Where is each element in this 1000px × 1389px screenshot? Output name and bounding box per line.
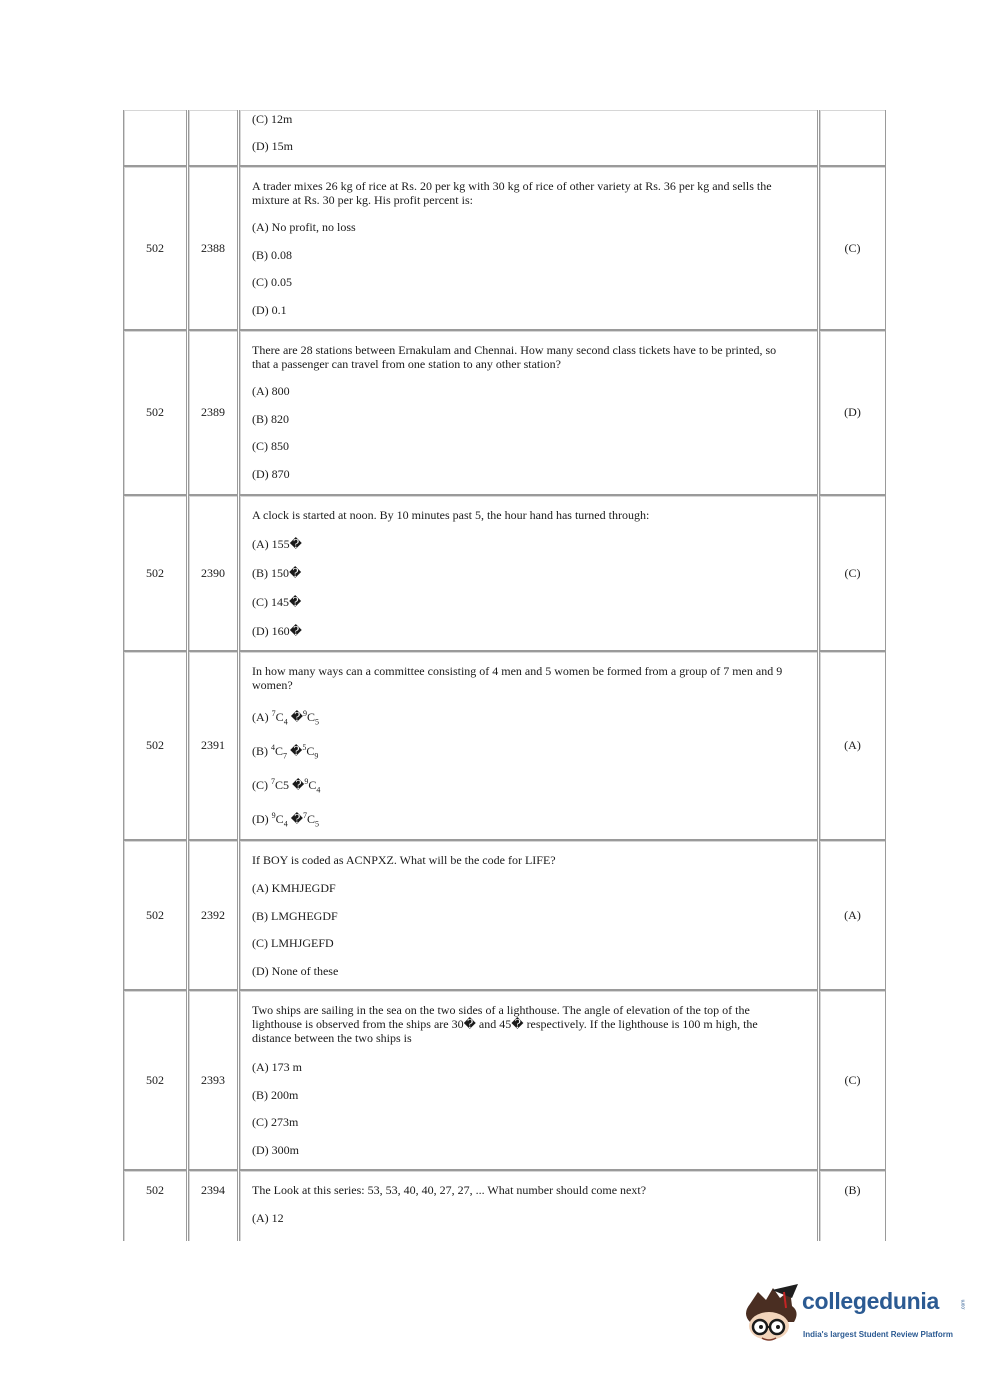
question-id: 2394: [201, 1183, 225, 1197]
question-cell: [239, 495, 818, 651]
answer-cell: [819, 110, 886, 166]
option-a: (A) 12: [252, 1211, 284, 1225]
question-id: 2389: [201, 405, 225, 419]
question-cell: [239, 651, 818, 840]
option-b: (B) 0.08: [252, 248, 292, 262]
answer-key: (B): [844, 1183, 861, 1197]
question-cell: [239, 330, 818, 495]
option-b: (B) $^4C_7$ $�^5C_9$: [252, 743, 319, 761]
question-id-cell: [188, 651, 238, 840]
set-cell: [123, 840, 187, 990]
logo-wordmark: collegedunia: [802, 1288, 939, 1314]
option-d: (D) 0.1: [252, 303, 287, 317]
answer-cell: [819, 166, 886, 330]
answer-cell: [819, 1170, 886, 1241]
question-id: 2391: [201, 738, 225, 752]
logo-tagline: India's largest Student Review Platform: [803, 1330, 953, 1339]
question-id-cell: [188, 110, 238, 166]
option-a: (A) 800: [252, 384, 290, 398]
question-cell: [239, 840, 818, 990]
option-d: (D) None of these: [252, 964, 339, 978]
table-row: [122, 330, 886, 495]
option-b: (B) 820: [252, 412, 289, 426]
question-id: 2390: [201, 566, 225, 580]
answer-cell: [819, 840, 886, 990]
question-id-cell: [188, 330, 238, 495]
question-text: A trader mixes 26 kg of rice at Rs. 20 per kg with 30 kg of rice of other variety at Rs. 36 per kg and sells the mixture at Rs. 30 per kg. His profit percent is:: [252, 179, 772, 207]
question-cell: [239, 110, 818, 166]
set-cell: [123, 651, 187, 840]
option-a: (A) 155�: [252, 537, 302, 551]
answer-cell: [819, 495, 886, 651]
answer-cell: [819, 330, 886, 495]
option-d: (D) 15m: [252, 139, 293, 153]
question-cell: [239, 1170, 818, 1241]
answer-key: (C): [844, 1073, 861, 1087]
table-row: [122, 495, 886, 651]
answer-key: (A): [844, 908, 861, 922]
option-d: (D) 160�: [252, 624, 302, 638]
option-b: (B) 200m: [252, 1088, 299, 1102]
option-d: (D) 870: [252, 467, 290, 481]
question-id-cell: [188, 990, 238, 1170]
question-id: 2388: [201, 241, 225, 255]
table-row: [122, 1170, 886, 1241]
set-cell: [123, 110, 187, 166]
option-c: (C) 850: [252, 439, 289, 453]
answer-key: (C): [844, 241, 861, 255]
option-a: (A) 173 m: [252, 1060, 302, 1074]
mascot-icon: [740, 1282, 802, 1352]
table-row: [122, 651, 886, 840]
option-c: (C) 0.05: [252, 275, 292, 289]
option-c: (C) 12m: [252, 112, 293, 126]
option-c: (C) 273m: [252, 1115, 299, 1129]
set-cell: [123, 166, 187, 330]
table-row: [122, 110, 886, 166]
logo-suffix: .com: [960, 1299, 967, 1311]
table-row: [122, 840, 886, 990]
question-cell: [239, 166, 818, 330]
option-c: (C) 145�: [252, 595, 302, 609]
set-cell: [123, 1170, 187, 1241]
set-number: 502: [146, 908, 164, 922]
questions-table: [122, 110, 886, 1241]
option-c: (C) $^7$C5 $�^9C_4$: [252, 777, 321, 795]
option-b: (B) 150�: [252, 566, 302, 580]
set-cell: [123, 330, 187, 495]
question-text: The Look at this series: 53, 53, 40, 40, 27, 27, ... What number should come next?: [252, 1183, 647, 1197]
question-id-cell: [188, 840, 238, 990]
question-text: If BOY is coded as ACNPXZ. What will be the code for LIFE?: [252, 853, 556, 867]
answer-key: (A): [844, 738, 861, 752]
set-cell: [123, 990, 187, 1170]
set-number: 502: [146, 241, 164, 255]
answer-cell: [819, 990, 886, 1170]
question-text: In how many ways can a committee consisting of 4 men and 5 women be formed from a group of 7 men and 9 women?: [252, 664, 783, 692]
option-d: (D) $^9C_4$ $�^7C_5$: [252, 811, 320, 829]
question-text: Two ships are sailing in the sea on the two sides of a lighthouse. The angle of elevation of the top of the lighthouse is observed from the ships are 30� and 45� respectively. If the lighthouse is 100 m high, the distance between the two ships is: [252, 1003, 758, 1045]
question-cell: [239, 990, 818, 1170]
option-a: (A) No profit, no loss: [252, 220, 356, 234]
question-id: 2393: [201, 1073, 225, 1087]
question-id-cell: [188, 166, 238, 330]
question-text: A clock is started at noon. By 10 minutes past 5, the hour hand has turned through:: [252, 508, 650, 522]
table-row: [122, 166, 886, 330]
option-a: (A) KMHJEGDF: [252, 881, 336, 895]
question-id-cell: [188, 495, 238, 651]
question-text: There are 28 stations between Ernakulam and Chennai. How many second class tickets have to be printed, so that a passenger can travel from one station to any other station?: [252, 343, 777, 371]
collegedunia-logo: [740, 1282, 970, 1352]
set-number: 502: [146, 1183, 164, 1197]
set-number: 502: [146, 1073, 164, 1087]
set-number: 502: [146, 405, 164, 419]
question-id-cell: [188, 1170, 238, 1241]
question-id: 2392: [201, 908, 225, 922]
set-number: 502: [146, 738, 164, 752]
answer-key: (D): [844, 405, 861, 419]
answer-cell: [819, 651, 886, 840]
option-d: (D) 300m: [252, 1143, 299, 1157]
table-row: [122, 990, 886, 1170]
answer-key: (C): [844, 566, 861, 580]
set-cell: [123, 495, 187, 651]
set-number: 502: [146, 566, 164, 580]
option-a: (A) $^7C_4$ $�^9C_5$: [252, 709, 320, 727]
option-b: (B) LMGHEGDF: [252, 909, 338, 923]
option-c: (C) LMHJGEFD: [252, 936, 334, 950]
